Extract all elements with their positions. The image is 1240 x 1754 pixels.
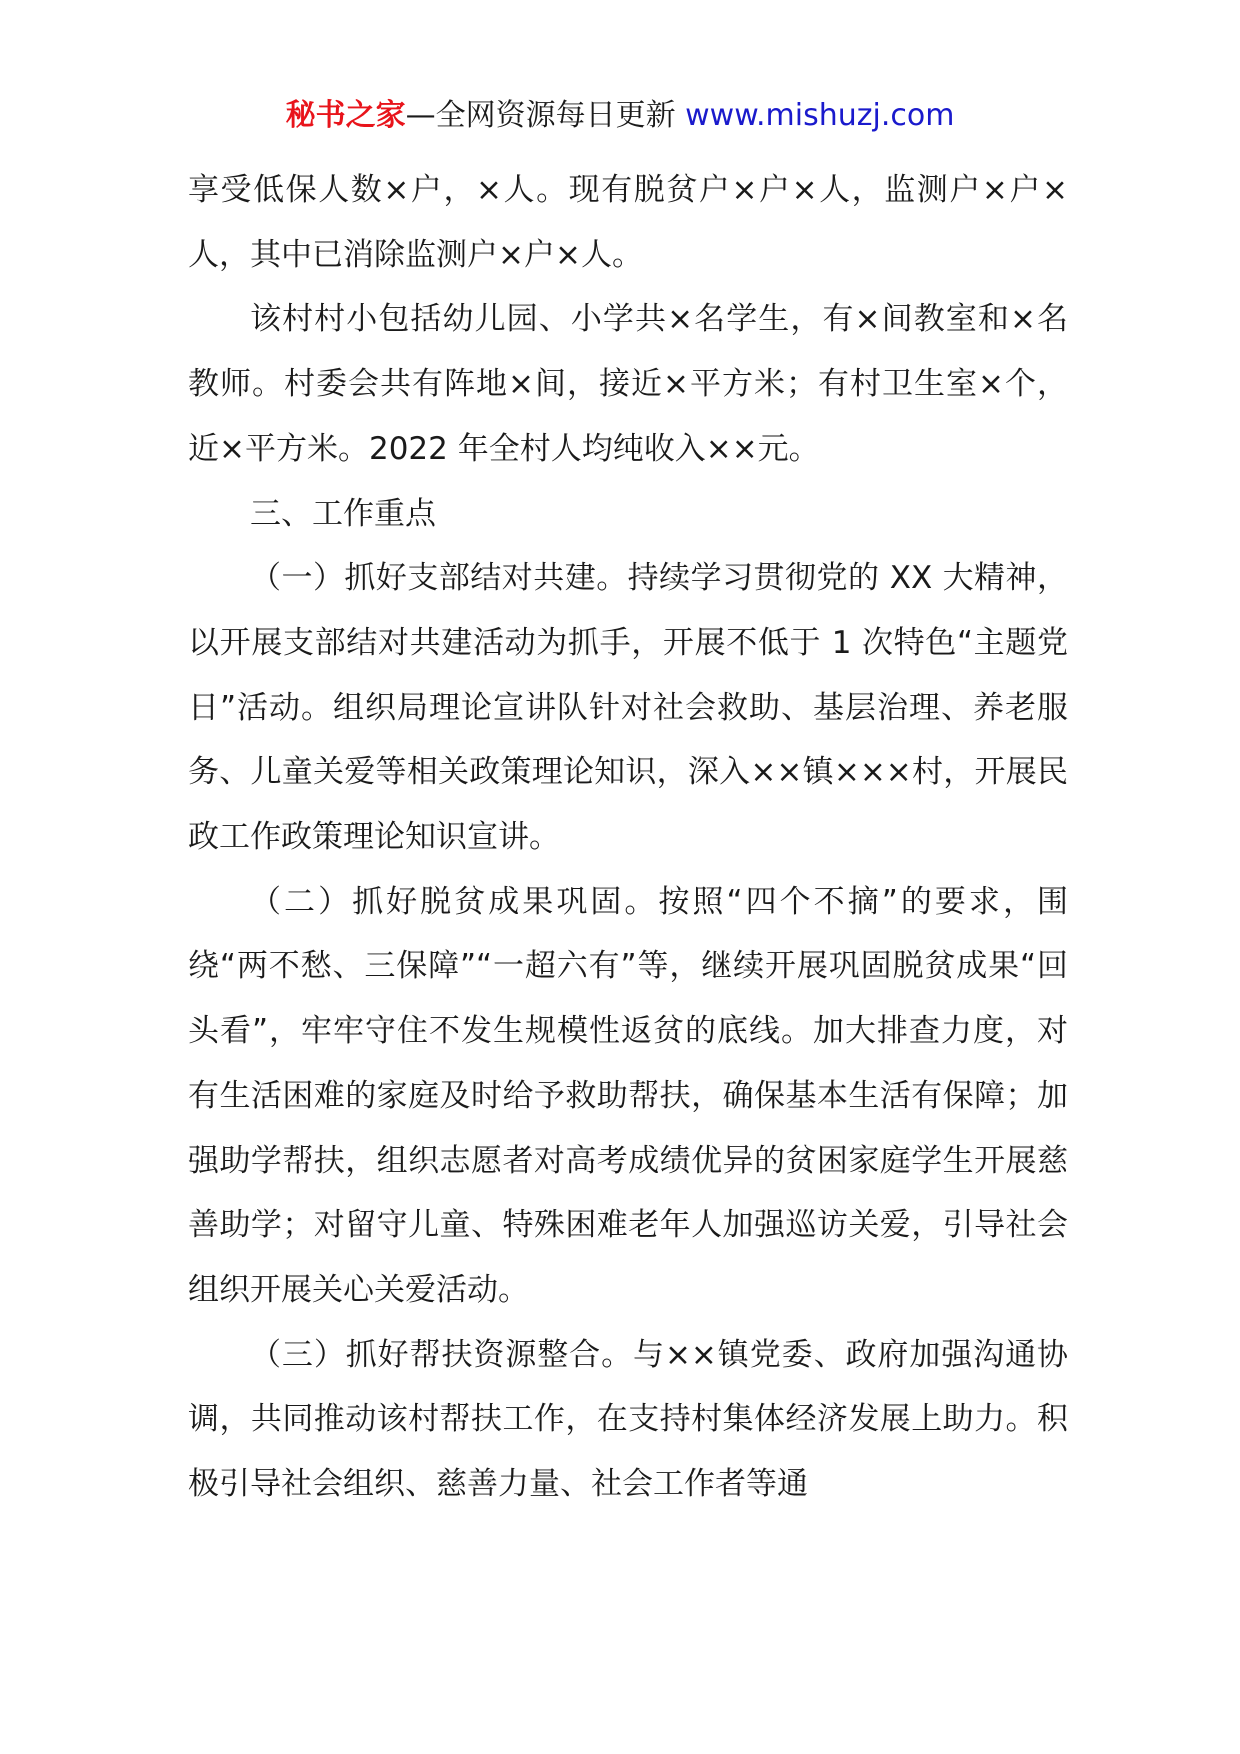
document-body	[188, 158, 1068, 1517]
paragraph-population: 享受低保人数×户，×人。现有脱贫户×户×人，监测户×户×人，其中已消除监测户×户×人。	[188, 172, 1068, 273]
paragraph-village-facilities: 该村村小包括幼儿园、小学共×名学生，有×间教室和×名教师。村委会共有阵地×间，接近×平方米；有村卫生室×个，近×平方米。2022 年全村人均纯收入××元。	[188, 301, 1068, 467]
site-url-link[interactable]: www.mishuzj.com	[685, 98, 955, 133]
section-heading-work-focus: 三、工作重点	[250, 495, 436, 532]
site-header	[0, 96, 1240, 136]
site-brand: 秘书之家	[285, 98, 406, 133]
paragraph-party-branch: （一）抓好支部结对共建。持续学习贯彻党的 XX 大精神，以开展支部结对共建活动为抓手，开展不低于 1 次特色“主题党日”活动。组织局理论宣讲队针对社会救助、基层治理、养老服务、儿童关爱等相关政策理论知识，深入××镇×××村，开展民政工作政策理论知识宣讲。	[188, 560, 1068, 856]
paragraph-resource-integration: （三）抓好帮扶资源整合。与××镇党委、政府加强沟通协调，共同推动该村帮扶工作，在支持村集体经济发展上助力。积极引导社会组织、慈善力量、社会工作者等通	[188, 1336, 1068, 1503]
site-slogan: —全网资源每日更新	[405, 98, 676, 133]
paragraph-poverty-consolidation: （二）抓好脱贫成果巩固。按照“四个不摘”的要求，围绕“两不愁、三保障”“一超六有”等，继续开展巩固脱贫成果“回头看”，牢牢守住不发生规模性返贫的底线。加大排查力度，对有生活困难的家庭及时给予救助帮扶，确保基本生活有保障；加强助学帮扶，组织志愿者对高考成绩优异的贫困家庭学生开展慈善助学；对留守儿童、特殊困难老年人加强巡访关爱，引导社会组织开展关心关爱活动。	[188, 883, 1068, 1308]
